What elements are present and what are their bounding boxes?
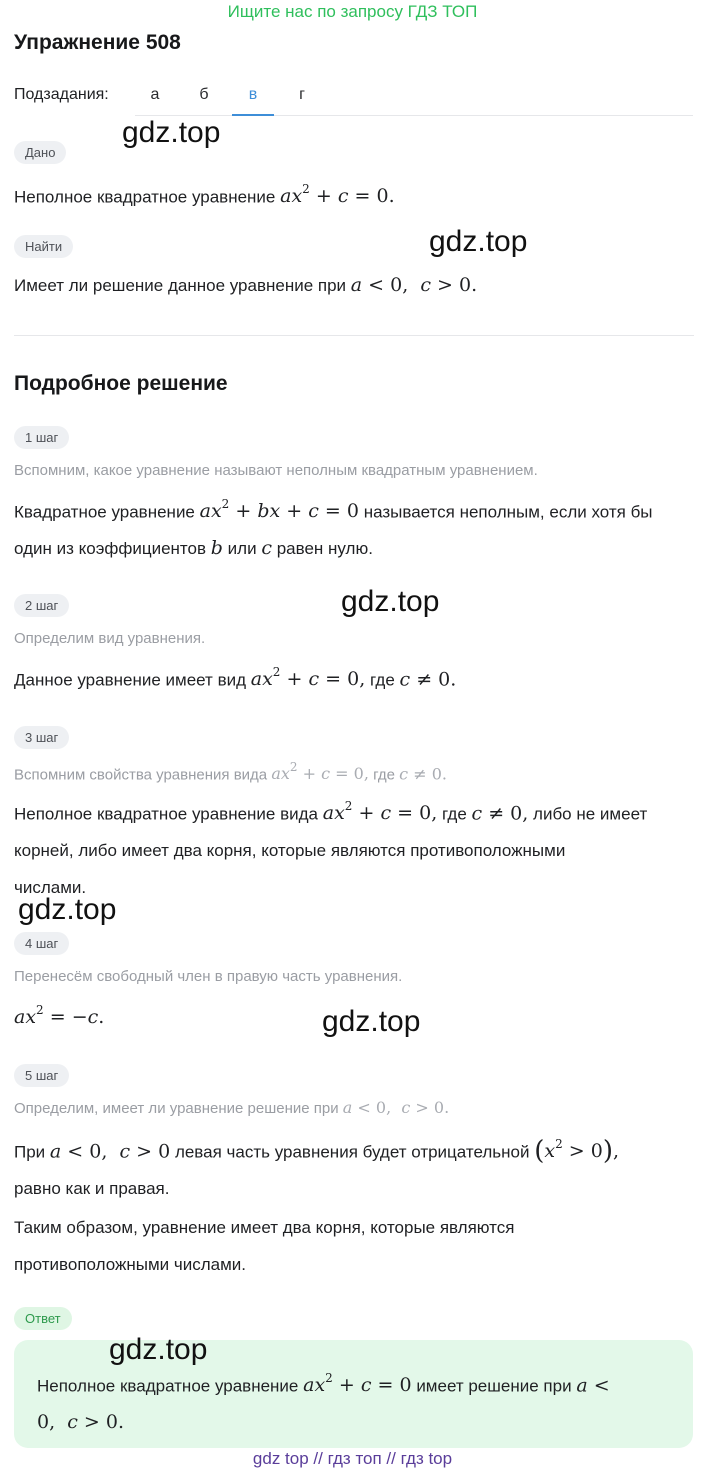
section-divider <box>14 335 694 336</box>
tab-g[interactable]: г <box>299 86 305 103</box>
step-2-text: Данное уравнение имеет вид $ax^2 + c = 0$, где c ≠ 0. <box>14 665 457 691</box>
tab-b[interactable]: б <box>199 86 209 103</box>
watermark: gdz.top <box>341 585 440 618</box>
step-5-badge: 5 шаг <box>14 1064 69 1087</box>
given-badge: Дано <box>14 141 66 164</box>
watermark: gdz.top <box>122 116 221 149</box>
step-1-text: Квадратное уравнение $ax^2$ + bx + c = 0 называется неполным, если хотя бы один из коэффициентов b или c равен нулю. <box>14 497 653 560</box>
watermark: gdz.top <box>322 1005 421 1038</box>
tab-a[interactable]: а <box>150 86 160 103</box>
step-4-hint: Перенесём свободный член в правую часть уравнения. <box>14 968 403 985</box>
solution-heading: Подробное решение <box>14 372 228 395</box>
step-4-text: $ax^2 = -c$. <box>14 1003 105 1029</box>
find-text: Имеет ли решение данное уравнение при a < 0, c > 0. <box>14 274 478 296</box>
step-1-badge: 1 шаг <box>14 426 69 449</box>
step-2-hint: Определим вид уравнения. <box>14 630 206 647</box>
page-title: Упражнение 508 <box>14 31 181 54</box>
step-3-hint: Вспомним свойства уравнения вида $ax^2 + c = 0$, где c ≠ 0. <box>14 760 447 784</box>
answer-text: Неполное квадратное уравнение $ax^2 + c = 0$ имеет решение при a < 0, c > 0. <box>37 1371 610 1434</box>
step-5-text: При a < 0, c > 0 левая часть уравнения будет отрицательной $(x^2 > 0)$, равно как и правая. <box>14 1136 620 1199</box>
watermark: gdz.top <box>18 893 117 926</box>
promo-banner[interactable]: Ищите нас по запросу ГДЗ ТОП <box>227 2 478 21</box>
footer-links[interactable]: gdz top // гдз топ // гдз top <box>252 1449 453 1468</box>
step-4-badge: 4 шаг <box>14 932 69 955</box>
answer-badge: Ответ <box>14 1307 72 1330</box>
step-1-hint: Вспомним, какое уравнение называют неполным квадратным уравнением. <box>14 462 538 479</box>
step-3-text: Неполное квадратное уравнение вида $ax^2 + c = 0$, где c ≠ 0, либо не имеет корней, либо имеет два корня, которые являются противоположными числами. <box>14 799 648 898</box>
subtasks-label: Подзадания: <box>14 86 109 103</box>
step-2-badge: 2 шаг <box>14 594 69 617</box>
step-5-conclusion: Таким образом, уравнение имеет два корня, которые являются противоположными числами. <box>14 1218 515 1274</box>
step-3-badge: 3 шаг <box>14 726 69 749</box>
active-tab-indicator <box>232 114 274 116</box>
watermark: gdz.top <box>429 225 528 258</box>
find-badge: Найти <box>14 235 73 258</box>
tab-v[interactable]: в <box>248 86 258 103</box>
step-5-hint: Определим, имеет ли уравнение решение при a < 0, c > 0. <box>14 1098 450 1117</box>
watermark: gdz.top <box>109 1333 208 1366</box>
given-text: Неполное квадратное уравнение $ax^2 + c = 0$. <box>14 182 395 208</box>
